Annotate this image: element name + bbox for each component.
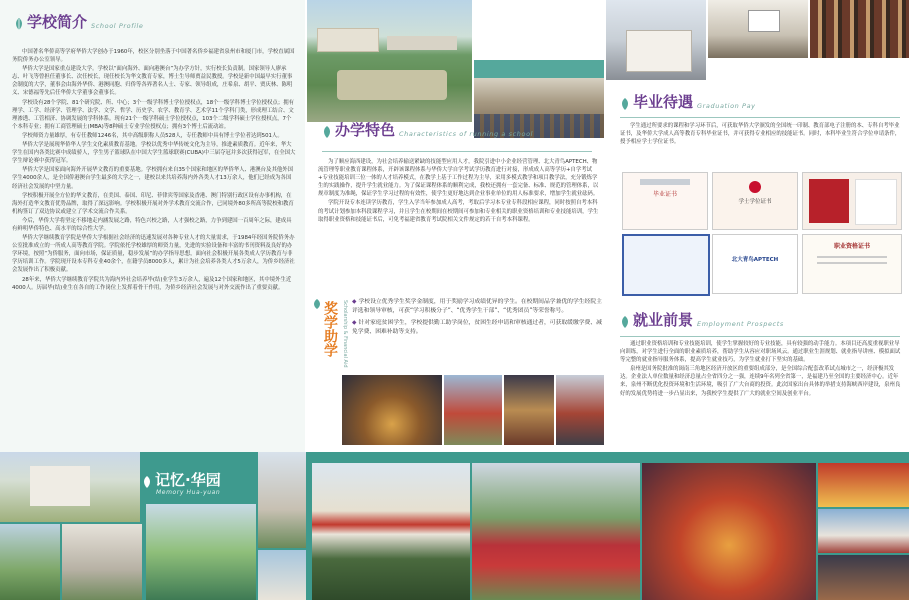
certificate-blue (622, 234, 710, 296)
school-profile-heading (14, 14, 144, 30)
sports-photo-1 (342, 375, 442, 445)
campus-photo-5 (258, 452, 306, 548)
certificate-diploma: 毕业证书 (622, 172, 708, 230)
employment-heading (620, 312, 784, 328)
paragraph: 今后，华侨大学将坚定不移地走内涵发展之路，特色兴校之路，人才强校之路，力争到建国一百周年之际，建成具有鲜明华侨特色、高水平的综合性大学。 (12, 217, 292, 232)
memory-title: 记忆·华园 (155, 471, 221, 489)
campus-photo-3 (62, 524, 142, 600)
characteristics-heading (322, 122, 533, 138)
sports-photo-3 (504, 375, 554, 445)
divider (620, 336, 900, 337)
scholarship-list (352, 298, 602, 340)
bullet-star-icon: ◆ (352, 320, 357, 326)
campus-building-photo (708, 0, 808, 58)
graduation-text: 学生通过所要求的课程和学习环节后，可获取华侨大学颁发的全国统一印制、教育部电子注册的本、专科自考毕业证书，及华侨大学成人高等教育专科毕业证书，并可获得专业相应的技能证书。同时，本科毕业生符合学位申请条件，授予相应学士学位证书。 (620, 123, 901, 146)
employment-text (620, 340, 902, 399)
graduation-title: 毕业待遇 (633, 93, 694, 111)
paragraph: 学校师资力量雄厚，有专任教师1246名，其中高级职称人员528人，专任教师中具有博士学位者达到501人。 (22, 132, 283, 139)
certificate-red-book (802, 172, 902, 230)
paragraph: 华侨大学是国家面向海外开展华文教育的重要基地。学校拥有来自35个国家和地区的华侨华人、港澳台及其他外国学生4000余人，是全国侨港澳台学生最多的大学之一，建校以来共培养海内外各类人才13万余人，他们已经成为各国经济社会发展的中坚力量。 (12, 167, 294, 190)
school-profile-title: 学校简介 (27, 13, 88, 31)
memory-subtitle: Memory Hua-yuan (156, 489, 221, 496)
paragraph: 学校积极开展全方位的华文教育，在美国、泰国、印尼、菲律宾等国家及香港、澳门特别行政区设有办事机构，在海外打造华文教育优势品牌，取得了深远影响。学校积极开展对外学术教育交流合作，已同境外80多所高等院校和教育机构签订了双边协议或建立了学术交流合作关系。 (12, 192, 294, 215)
divider (322, 151, 592, 152)
paragraph: 28年来，华侨大学继续教育学院共为海内外社会培养毕(结)业学生3万余人，遍及12个国家和地区，其中境外生近4000人。历届毕(结)业生在各自的工作岗位上发挥着骨干作用，为侨乡经济社会发展与对外交流作出了重要贡献。 (12, 276, 292, 291)
school-profile-subtitle: School Profile (91, 22, 144, 30)
paragraph: 华侨大学继续教育学院是华侨大学根据社会经济的迅速发展对各种专业人才的大量需求，于1984年经国务院侨务办公室批准成立的一所成人高等教育学院。学院依托学校雄厚的师资力量，先进的实验设备和丰富的书刊资料及良好的办学环境，按照“为侨服务，面向市场，保证质量，稳步发展”的办学指导思想，面向社会积极开展各类成人学历教育与非学历培训工作。学院现开设本专科专业40余个，在籍学员8000多人，累计为社会培养各类人才5万余人，为侨乡经济社会发展作出了积极贡献。 (12, 235, 295, 274)
school-profile-text (12, 48, 296, 293)
leaf-icon (322, 124, 332, 138)
paragraph: 学校设有28个学院、81个研究院、所、中心；3个一级学科博士学位授权点，18个一级学科博士学位授权点；拥有理学、工学、经济学、管理学、法学、文学、哲学、历史学、农学、教育学、艺术学11个学科门类，形成理工结合、文理渗透、工管相济、协调发展的学科体系。现有21个一级学科硕士学位授权点，103个二级学科硕士学位授权点，7个个本科专业；拥有工商管理硕士(MBA)等8种硕士专业学位授权点；拥有3个博士后流动站。 (12, 99, 294, 130)
paragraph: 华侨大学是展现华侨华人学生文化素质教育基地。学校以优秀中华传统文化为主导，推进素质教育。近年来，华大学生在国内各类比赛中成绩骄人，学生男子篮球队在中国大学生篮球联赛(CUBA)中三届夺冠并多次获得冠军，在全国大学生辩论赛中获得冠军。 (12, 142, 296, 165)
event-photo-2 (818, 509, 909, 553)
paragraph: 为了顺应海西建设，为社会培养输送紧缺的技能型应用人才，我院引进中小企业经营管理、北大青鸟APTECH、物流管理等职业教育课程体系，开辟该课程体系与华侨大学自学考试学历教育进行对接，形成成人高等学历+自学考试+专业技能培训三位一体的人才培养模式，在教学上基于工作过程为主导，采用多模式教学和项目教学法，充分锻炼学生的实践操作，提升学生就业能力。为了保证课程体系的顺利完成，我校还拥有一套完备、标准、规范的管理体系，以规章制度为准绳，保证学生学习过程的有效性，使学生更好地达到企业事业单位的用人标准要求，增加学生就业砝码。 (318, 159, 599, 198)
divider (620, 117, 900, 118)
certificate-degree: 学士学位证书 (712, 172, 798, 230)
graduation-subtitle: Graduation Pay (697, 102, 756, 110)
military-training-photo (312, 463, 470, 600)
campus-photo-4 (146, 504, 256, 600)
campus-aerial-photo (307, 0, 472, 122)
memory-heading (142, 472, 221, 488)
stage-performance-photo (472, 463, 640, 600)
characteristics-subtitle: Characteristics of running a school (399, 130, 534, 138)
library-photo (810, 0, 909, 58)
paragraph: 华侨大学是国家重点建设大学。学校以“面向海外、面向港澳台”为办学方针，实行校长负责制。国家领导人廖承志、叶飞等曾担任董事长、次任校长，现任校长为华文教育专家，博士生导师贾益民教授。学校是新中国最早实行董事会制度的大学，董事会由海外华侨、港澳同胞、归侨等各界著名人士、专家、领导组成，庄希泉、胡平、贾庆林、陈明义、宋德福等先后任华侨大学董事会董事长。 (12, 66, 293, 97)
scholarship-title: 奖学助学 (322, 301, 338, 357)
scholarship-subtitle: Scholarship & Financial Aid (342, 300, 348, 368)
paragraph: 通过职业资格培训和专业技能培训，使学生掌握较好的专业技能，具有较强的动手能力。本项目还高度重视职业导向训练，对学生进行全面的职业素质培养，帮助学生从容应对职场风云。通过职业生涯规划、就业指导讲座、模拟面试等完整的就业指导服务体系，提高学生就业技巧，为学生就业打下坚实的基础。 (620, 341, 901, 364)
leaf-icon (14, 16, 24, 30)
leaf-icon (620, 96, 630, 110)
campus-gate-photo (606, 0, 706, 80)
dance-photo (642, 463, 816, 600)
paragraph: 学院开设专本连读学历教育，学生入学当年参加成人高考，考取后学习本专业专科段相应课程，同时按照自考本科的考试计划参加本科段课程学习，并且学生在校期间在校期间可参加和专业相关的职业资格培训和专业技能培训，学生取得职业资格和技能证书后，可免考福建省教育考试院相关文件规定的若干自考本科课程。 (318, 200, 599, 223)
list-item: ◆ 针对家庭贫困学生，学校提供勤工助学岗位，贫困生经申请和审核通过者，可获取缓缴学费、减免学费、困难补助等支持。 (352, 320, 602, 335)
scholarship-side-label (312, 295, 342, 375)
employment-title: 就业前景 (633, 311, 694, 329)
bullet-star-icon: ◆ (352, 299, 357, 305)
certificate-professional: 职业资格证书 (802, 234, 902, 294)
characteristics-title: 办学特色 (335, 121, 396, 139)
list-item: ◆ 学校设立优秀学生奖学金制度，用于奖励学习成绩优异的学生。在校期间品学兼优的学生经院主评选和领导审核，可获“学习积极分子”、“优秀学生干部”、“优秀团员”等荣誉称号。 (352, 299, 602, 314)
campus-photo-2 (0, 524, 60, 600)
event-photo-3 (818, 555, 909, 600)
school-profile-section (0, 0, 305, 452)
employment-subtitle: Employment Prospects (697, 320, 784, 328)
teal-decor-bar (474, 60, 604, 78)
campus-photo-1 (0, 452, 140, 522)
leaf-icon (620, 314, 630, 328)
campus-photo-6 (258, 550, 306, 600)
graduation-heading (620, 94, 756, 110)
leaf-icon (142, 474, 152, 488)
paragraph: 泉州是国务院批准的闽南三角地区经济开放区的重要组成部分，是全国综合配套改革试点城市之一，经济极其发达。企业法人单位数量和经济总量占全省四分之一强，连续9年名列全省第一，是福建乃至全国的主要经济中心。近年来，泉州不断优化投资环境和生活环境，吸引了广大台商的投资。此次国家出台具体的举措支持海峡西岸建设，泉州良好的发展优势将进一步凸显出来，为我校学生提供了广大的就业空间及创业平台。 (620, 366, 901, 397)
leaf-icon (312, 295, 322, 307)
sports-photo-4 (556, 375, 604, 445)
event-photo-1 (818, 463, 909, 507)
sports-photo-2 (444, 375, 502, 445)
characteristics-text (318, 158, 601, 225)
certificate-aptech: 北大青鸟APTECH (712, 234, 798, 294)
paragraph: 中国著名华侨高等学府华侨大学创办于1960年，校区分别坐落于中国著名侨乡福建省泉州市和厦门市，学校直属国务院侨务办公室领导。 (12, 49, 295, 64)
